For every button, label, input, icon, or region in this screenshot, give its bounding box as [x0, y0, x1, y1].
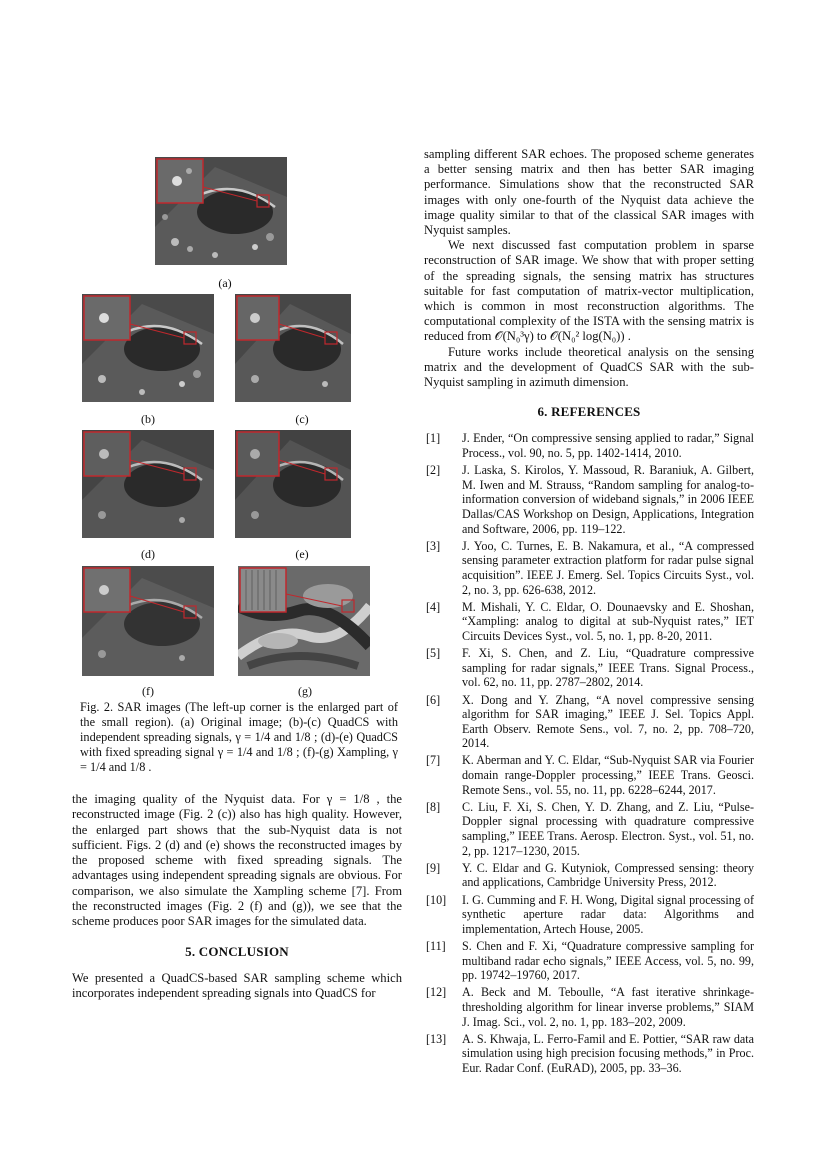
reference-number: [9]	[426, 860, 441, 875]
subfigure-label-d: (d)	[141, 547, 155, 561]
reference-text: X. Dong and Y. Zhang, “A novel compressive sensing algorithm for SAR imaging,” IEEE J. Sel. Topics Appl. Earth Observ. Remote Sens., vol. 7, no. 2, pp. 708–720, 2014.	[462, 692, 754, 751]
sar-image-e	[235, 430, 351, 538]
reference-number: [3]	[426, 538, 441, 553]
reference-number: [13]	[426, 1031, 447, 1046]
subfigure-label-a: (a)	[218, 276, 232, 290]
subfigure-label-c: (c)	[295, 412, 309, 426]
reference-text: C. Liu, F. Xi, S. Chen, Y. D. Zhang, and Z. Liu, “Pulse-Doppler signal processing with quadrature compressive sampling,” IEEE Trans. Aerosp. Electron. Syst., vol. 51, no. 2, pp. 1217–1230, 2015.	[462, 799, 754, 858]
figure-caption-text: Fig. 2. SAR images (The left-up corner is the enlarged part of the small region). (a) Original image; (b)-(c) QuadCS with independent spreading signals, γ = 1/4 and 1/8 ; (d)-(e) QuadCS with fixed spreading signal γ = 1/4 and 1/8 ; (f)-(g) Xampling, γ = 1/4 and 1/8 .	[80, 700, 398, 774]
reference-text: M. Mishali, Y. C. Eldar, O. Dounaevsky and E. Shoshan, “Xampling: analog to digital at sub-Nyquist rates,” IET Circuits Devices Syst., vol. 5, no. 1, pp. 8-20, 2011.	[462, 599, 754, 643]
reference-text: A. Beck and M. Teboulle, “A fast iterative shrinkage-thresholding algorithm for linear inverse problems,” SIAM J. Imag. Sci., vol. 2, no. 1, pp. 183–202, 2009.	[462, 985, 754, 1029]
reference-item	[424, 463, 754, 536]
reference-item	[424, 431, 754, 460]
reference-item	[424, 1032, 754, 1076]
subfigure-label-b: (b)	[141, 412, 155, 426]
reference-number: [2]	[426, 463, 441, 478]
subfigure-label-g: (g)	[298, 684, 312, 698]
reference-text: A. S. Khwaja, L. Ferro-Famil and E. Pottier, “SAR raw data simulation using high precision focusing methods,” in Proc. Eur. Radar Conf. (EuRAD), 2005, pp. 33–36.	[462, 1031, 754, 1075]
reference-item	[424, 693, 754, 751]
sar-image-a	[155, 157, 287, 265]
reference-number: [4]	[426, 599, 441, 614]
reference-text: J. Yoo, C. Turnes, E. B. Nakamura, et al., “A compressed sensing parameter extraction platform for radar pulse signal acquisition”. IEEE J. Emerg. Sel. Topics Circuits Syst., vol. 2, no. 3, pp. 626-638, 2012.	[462, 538, 754, 597]
reference-number: [5]	[426, 646, 441, 661]
reference-item	[424, 646, 754, 690]
right-paragraph-2: We next discussed fast computation problem in sparse reconstruction of SAR image. We show that with proper setting of the spreading signals, the sensing matrix has structures suitable for fast computation of matrix-vector multiplication, which is common in most reconstruction algorithms. The computational complexity of the ISTA with the sensing matrix is reduced from 𝒪(N₀³γ) to 𝒪(N₀² log(N₀)) .	[424, 238, 754, 344]
reference-list	[424, 431, 754, 1075]
sar-image-f	[82, 566, 214, 676]
reference-number: [7]	[426, 753, 441, 768]
reference-item	[424, 539, 754, 597]
reference-text: Y. C. Eldar and G. Kutyniok, Compressed sensing: theory and applications, Cambridge University Press, 2012.	[462, 860, 754, 890]
sar-image-g	[238, 566, 370, 676]
reference-number: [12]	[426, 985, 447, 1000]
subfigure-label-e: (e)	[295, 547, 309, 561]
reference-text: S. Chen and F. Xi, “Quadrature compressive sampling for multiband radar echo signals,” IEEE Access, vol. 5, no. 99, pp. 19742–19760, 2017.	[462, 938, 754, 983]
reference-text: F. Xi, S. Chen, and Z. Liu, “Quadrature compressive sampling for radar signals,” IEEE Trans. Signal Process., vol. 62, no. 11, pp. 2787–2802, 2014.	[462, 646, 754, 690]
reference-text: J. Laska, S. Kirolos, Y. Massoud, R. Baraniuk, A. Gilbert, M. Iwen and M. Strauss, “Random sampling for analog-to-information conversion of wideband signals,” in 2006 IEEE Dallas/CAS Workshop on Design, Applications, Integration and Software, 2006, pp. 119–122.	[462, 463, 754, 536]
reference-text: J. Ender, “On compressive sensing applied to radar,” Signal Process., vol. 90, no. 5, pp. 1402-1414, 2010.	[462, 431, 754, 461]
reference-text: I. G. Cumming and F. H. Wong, Digital signal processing of synthetic aperture radar data: Algorithms and implementation, Artech House, 2005.	[462, 892, 754, 936]
conclusion-paragraph: We presented a QuadCS-based SAR sampling scheme which incorporates independent spreading signals into QuadCS for	[72, 970, 402, 1001]
reference-number: [11]	[426, 938, 446, 953]
reference-number: [6]	[426, 692, 441, 707]
reference-item	[424, 753, 754, 797]
references-heading: 6. REFERENCES	[537, 404, 641, 420]
reference-item	[424, 939, 754, 983]
reference-item	[424, 600, 754, 644]
sar-image-c	[235, 294, 351, 402]
left-column	[72, 792, 402, 1002]
subfigure-label-f: (f)	[142, 684, 154, 698]
sar-image-d	[82, 430, 214, 538]
reference-number: [8]	[426, 799, 441, 814]
right-paragraph-1: sampling different SAR echoes. The proposed scheme generates a better sensing matrix and then has better SAR imaging performance. Simulations show that the reconstructed SAR images with only one-fourth of the Nyquist data achieve the image quality similar to that of the classical SAR images with Nyquist samples.	[424, 147, 754, 238]
figure-caption	[80, 700, 398, 775]
conclusion-heading: 5. CONCLUSION	[185, 943, 289, 959]
reference-number: [10]	[426, 892, 447, 907]
sar-image-b	[82, 294, 214, 402]
reference-item	[424, 861, 754, 890]
reference-item	[424, 800, 754, 858]
reference-item	[424, 893, 754, 937]
right-paragraph-3: Future works include theoretical analysis on the sensing matrix and the development of QuadCS SAR with the sub-Nyquist sampling in azimuth dimension.	[424, 344, 754, 390]
right-column	[424, 147, 754, 1078]
left-paragraph: the imaging quality of the Nyquist data. For γ = 1/8 , the reconstructed image (Fig. 2 (c)) also has high quality. However, the enlarged part shows that the sub-Nyquist data is not sufficient. Figs. 2 (d) and (e) shows the reconstructed images by the proposed scheme with fixed spreading signals. The advantages using independent spreading signals are obvious. For comparison, we also simulate the Xampling scheme [7]. From the reconstructed images (Fig. 2 (f) and (g)), we see that the scheme produces poor SAR images for the simulated data.	[72, 792, 402, 929]
reference-number: [1]	[426, 431, 441, 446]
reference-text: K. Aberman and Y. C. Eldar, “Sub-Nyquist SAR via Fourier domain range-Doppler processing,” IEEE Trans. Geosci. Remote Sens., vol. 55, no. 11, pp. 6228–6244, 2017.	[462, 753, 754, 797]
reference-item	[424, 985, 754, 1029]
